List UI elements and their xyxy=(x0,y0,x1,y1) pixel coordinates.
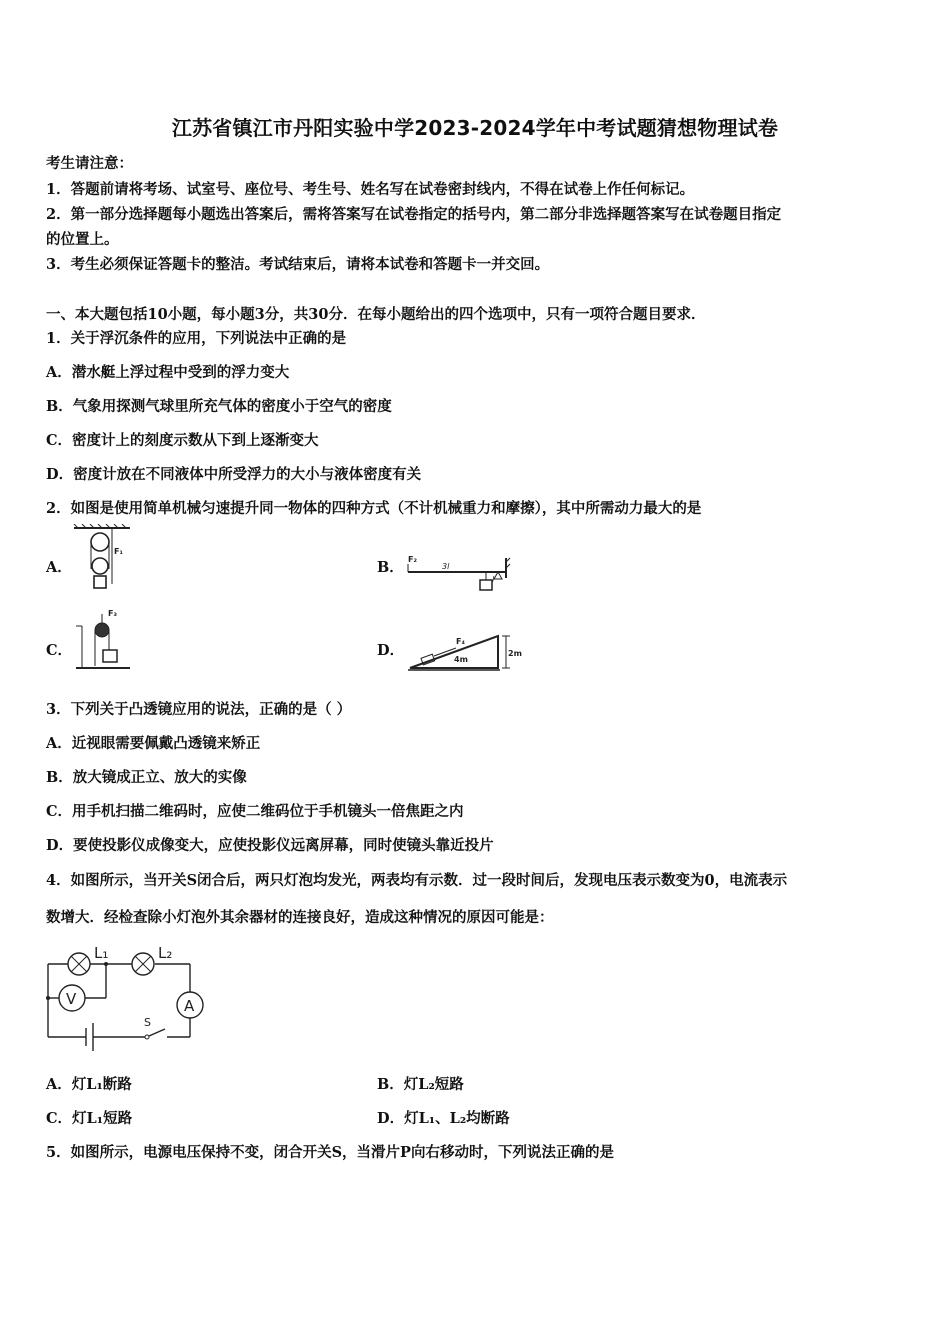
q2-figure-d-incline xyxy=(404,630,522,674)
page-title: 江苏省镇江市丹阳实验中学2023-2024学年中考试题猜想物理试卷 xyxy=(171,116,779,140)
notice-item-2: 2．第一部分选择题每小题选出答案后，需将答案写在试卷指定的括号内，第二部分非选择题答案写在试卷题目指定 xyxy=(46,206,782,223)
q1-option-c: C．密度计上的刻度示数从下到上逐渐变大 xyxy=(46,432,319,449)
q2-figure-b-lever xyxy=(402,550,517,595)
q1-option-b: B．气象用探测气球里所充气体的密度小于空气的密度 xyxy=(46,398,392,415)
q3-option-b: B．放大镜成正立、放大的实像 xyxy=(46,769,247,786)
notice-item-1: 1．答题前请将考场、试室号、座位号、考生号、姓名写在试卷密封线内，不得在试卷上作任何标记。 xyxy=(46,181,695,198)
q5-stem: 5．如图所示，电源电压保持不变，闭合开关S，当滑片P向右移动时，下列说法正确的是 xyxy=(46,1144,614,1161)
q3-stem: 3．下列关于凸透镜应用的说法，正确的是（ ） xyxy=(46,701,352,718)
label-ammeter: A xyxy=(184,997,195,1015)
label-f1: F₁ xyxy=(114,547,123,556)
label-l1: L₁ xyxy=(94,944,109,962)
q2-stem: 2．如图是使用简单机械匀速提升同一物体的四种方式（不计机械重力和摩擦），其中所需动力最大的是 xyxy=(46,500,702,517)
q2-figure-c-fixed-pulley xyxy=(72,606,134,672)
label-f4: F₄ xyxy=(456,637,465,646)
q4-option-d: D．灯L₁、L₂均断路 xyxy=(377,1110,510,1127)
q2-option-d-label: D． xyxy=(377,642,405,659)
label-2m: 2m xyxy=(508,649,522,658)
q1-option-d: D．密度计放在不同液体中所受浮力的大小与液体密度有关 xyxy=(46,466,422,483)
q4-option-a: A．灯L₁断路 xyxy=(46,1076,132,1093)
q2-option-a-label: A． xyxy=(46,559,72,576)
notice-heading: 考生请注意： xyxy=(46,155,133,172)
q2-figure-a-pulley-block xyxy=(70,524,134,594)
q3-option-a: A．近视眼需要佩戴凸透镜来矫正 xyxy=(46,735,261,752)
q4-stem-line2: 数增大．经检查除小灯泡外其余器材的连接良好，造成这种情况的原因可能是： xyxy=(46,909,554,926)
label-4m: 4m xyxy=(454,655,468,664)
lamp-l1-icon xyxy=(68,953,90,975)
lamp-l2-icon xyxy=(132,953,154,975)
q4-circuit-diagram xyxy=(40,940,215,1055)
label-f2: F₂ xyxy=(408,555,417,564)
label-f3: F₃ xyxy=(108,609,117,618)
q4-option-c: C．灯L₁短路 xyxy=(46,1110,133,1127)
label-voltmeter: V xyxy=(66,990,77,1008)
switch-icon xyxy=(145,1029,165,1039)
q2-option-b-label: B． xyxy=(377,559,404,576)
q3-option-d: D．要使投影仪成像变大，应使投影仪远离屏幕，同时使镜头靠近投片 xyxy=(46,837,494,854)
battery-icon xyxy=(86,1023,93,1051)
notice-item-3: 3．考生必须保证答题卡的整洁。考试结束后，请将本试卷和答题卡一并交回。 xyxy=(46,256,550,273)
q4-option-b: B．灯L₂短路 xyxy=(377,1076,464,1093)
q3-option-c: C．用手机扫描二维码时，应使二维码位于手机镜头一倍焦距之内 xyxy=(46,803,464,820)
q2-option-c-label: C． xyxy=(46,642,73,659)
label-3l: 3l xyxy=(442,562,450,571)
notice-item-2-cont: 的位置上。 xyxy=(46,231,119,248)
q1-option-a: A．潜水艇上浮过程中受到的浮力变大 xyxy=(46,364,290,381)
section-heading: 一、本大题包括10小题，每小题3分，共30分．在每小题给出的四个选项中，只有一项符合题目要求． xyxy=(46,306,706,323)
q4-stem-line1: 4．如图所示，当开关S闭合后，两只灯泡均发光，两表均有示数．过一段时间后，发现电压表示数变为0，电流表示 xyxy=(46,872,788,889)
label-l2: L₂ xyxy=(158,944,173,962)
label-l: l xyxy=(492,575,495,584)
q1-stem: 1．关于浮沉条件的应用，下列说法中正确的是 xyxy=(46,330,347,347)
label-switch: S xyxy=(144,1016,151,1029)
